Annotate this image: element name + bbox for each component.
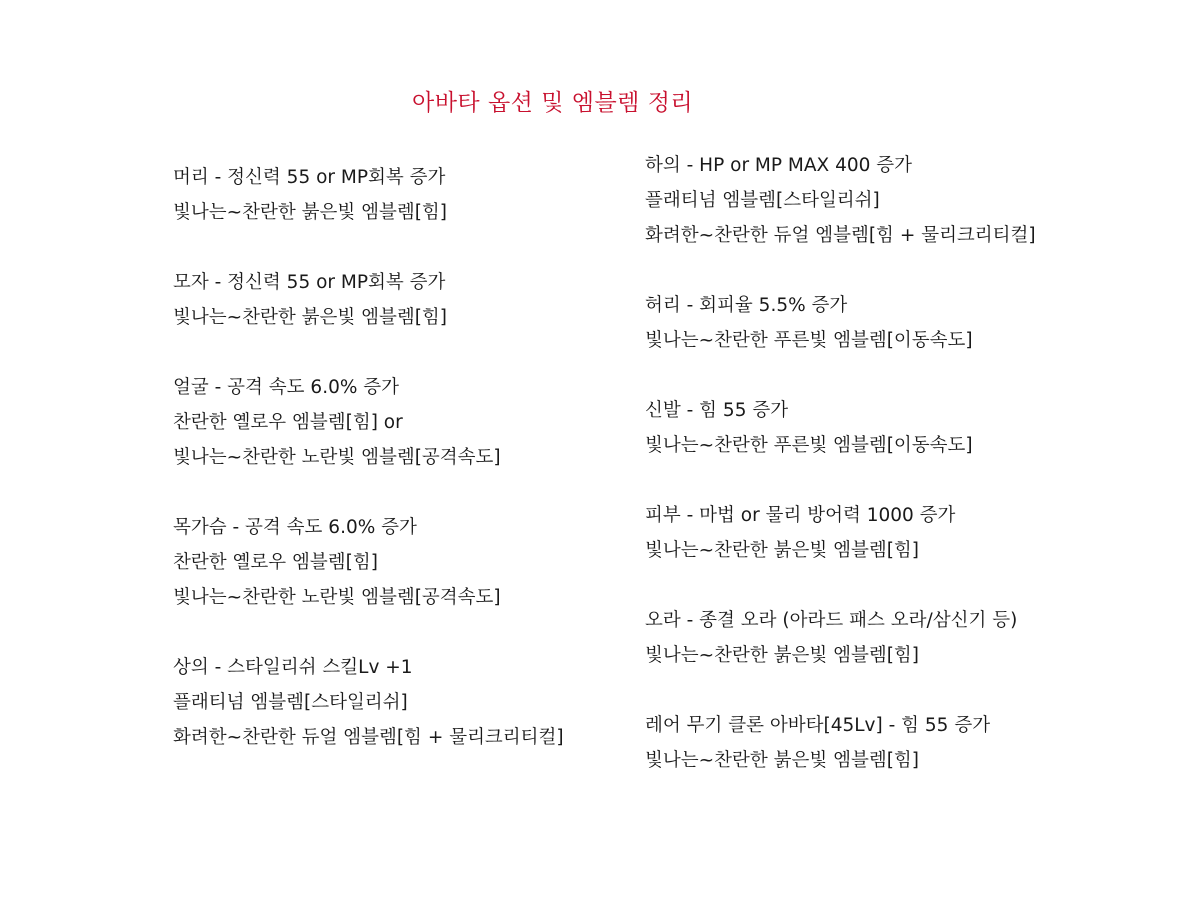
spacer: [173, 475, 693, 510]
avatar-entry-head: [173, 160, 693, 230]
entry-option-line: 하의 - HP or MP MAX 400 증가: [645, 155, 913, 176]
entry-emblem-line: 빛나는~찬란한 붉은빛 엠블렘[힘]: [645, 645, 920, 666]
entry-option-line: 허리 - 회피율 5.5% 증가: [645, 295, 848, 316]
spacer: [645, 673, 1165, 708]
entry-option-line: 모자 - 정신력 55 or MP회복 증가: [173, 272, 446, 293]
spacer: [645, 358, 1165, 393]
spacer: [645, 463, 1165, 498]
avatar-entry-top: [173, 650, 693, 755]
entry-option-line: 레어 무기 클론 아바타[45Lv] - 힘 55 증가: [645, 715, 991, 736]
entry-option-line: 신발 - 힘 55 증가: [645, 400, 789, 421]
page-title: 아바타 옵션 및 엠블렘 정리: [412, 90, 694, 116]
spacer: [173, 615, 693, 650]
right-column: [645, 148, 1165, 778]
avatar-entry-skin: [645, 498, 1165, 568]
entry-emblem-line: 빛나는~찬란한 노란빛 엠블렘[공격속도]: [173, 587, 501, 608]
entry-emblem-line: 빛나는~찬란한 붉은빛 엠블렘[힘]: [645, 540, 920, 561]
avatar-entry-waist: [645, 288, 1165, 358]
spacer: [173, 230, 693, 265]
entry-option-line: 얼굴 - 공격 속도 6.0% 증가: [173, 377, 400, 398]
avatar-entry-shoes: [645, 393, 1165, 463]
entry-emblem-line: 빛나는~찬란한 붉은빛 엠블렘[힘]: [645, 750, 920, 771]
entry-emblem-line: 화려한~찬란한 듀얼 엠블렘[힘 + 물리크리티컬]: [645, 225, 1036, 246]
entry-emblem-line: 빛나는~찬란한 푸른빛 엠블렘[이동속도]: [645, 330, 973, 351]
entry-emblem-line: 빛나는~찬란한 붉은빛 엠블렘[힘]: [173, 202, 448, 223]
entry-emblem-line: 찬란한 옐로우 엠블렘[힘] or: [173, 412, 403, 433]
entry-option-line: 머리 - 정신력 55 or MP회복 증가: [173, 167, 446, 188]
entry-option-line: 목가슴 - 공격 속도 6.0% 증가: [173, 517, 417, 538]
avatar-entry-weapon-clone: [645, 708, 1165, 778]
entry-option-line: 피부 - 마법 or 물리 방어력 1000 증가: [645, 505, 956, 526]
avatar-entry-face: [173, 370, 693, 475]
entry-emblem-line: 빛나는~찬란한 푸른빛 엠블렘[이동속도]: [645, 435, 973, 456]
spacer: [645, 253, 1165, 288]
entry-emblem-line: 빛나는~찬란한 붉은빛 엠블렘[힘]: [173, 307, 448, 328]
entry-option-line: 오라 - 종결 오라 (아라드 패스 오라/삼신기 등): [645, 610, 1018, 631]
avatar-entry-pants: [645, 148, 1165, 253]
entry-emblem-line: 빛나는~찬란한 노란빛 엠블렘[공격속도]: [173, 447, 501, 468]
entry-emblem-line: 찬란한 옐로우 엠블렘[힘]: [173, 552, 378, 573]
spacer: [173, 335, 693, 370]
entry-emblem-line: 화려한~찬란한 듀얼 엠블렘[힘 + 물리크리티컬]: [173, 727, 564, 748]
entry-option-line: 상의 - 스타일리쉬 스킬Lv +1: [173, 657, 413, 678]
avatar-entry-hat: [173, 265, 693, 335]
avatar-entry-neck: [173, 510, 693, 615]
left-column: [173, 160, 693, 755]
entry-emblem-line: 플래티넘 엠블렘[스타일리쉬]: [173, 692, 408, 713]
avatar-entry-aura: [645, 603, 1165, 673]
spacer: [645, 568, 1165, 603]
entry-emblem-line: 플래티넘 엠블렘[스타일리쉬]: [645, 190, 880, 211]
